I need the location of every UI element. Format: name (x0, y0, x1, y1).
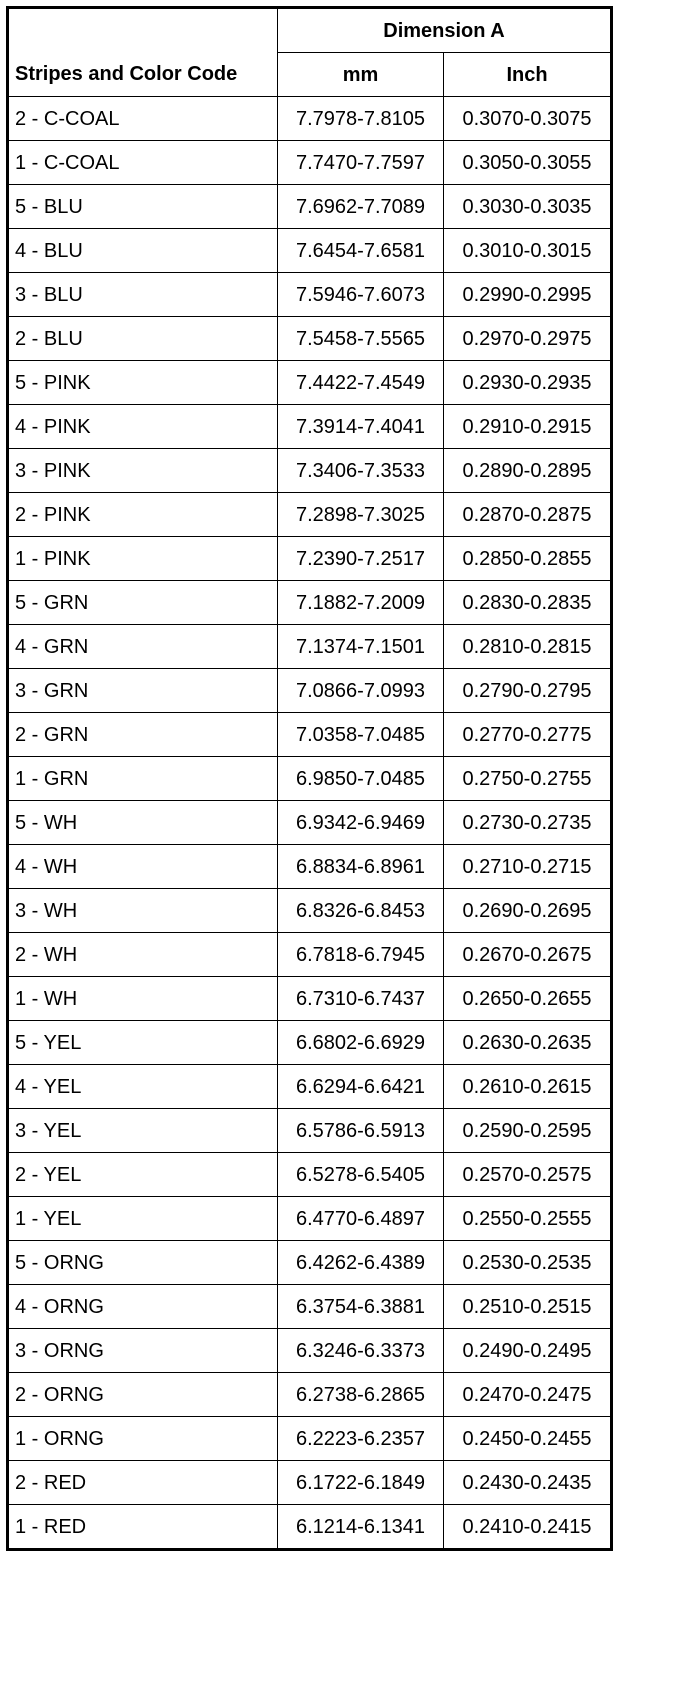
dimension-inch-cell: 0.2490-0.2495 (444, 1329, 612, 1373)
dimension-inch-cell: 0.2890-0.2895 (444, 449, 612, 493)
dimension-inch-cell: 0.3010-0.3015 (444, 229, 612, 273)
table-row (8, 977, 612, 1021)
table-body (8, 97, 612, 1550)
stripes-color-code-cell: 1 - WH (8, 977, 278, 1021)
dimension-inch-cell: 0.2690-0.2695 (444, 889, 612, 933)
stripes-color-code-cell: 5 - GRN (8, 581, 278, 625)
stripes-color-code-cell: 3 - WH (8, 889, 278, 933)
dimension-inch-cell: 0.2610-0.2615 (444, 1065, 612, 1109)
dimension-inch-cell: 0.2790-0.2795 (444, 669, 612, 713)
stripes-color-code-cell: 2 - ORNG (8, 1373, 278, 1417)
dimension-mm-cell: 6.9850-7.0485 (278, 757, 444, 801)
dimension-mm-cell: 7.5946-7.6073 (278, 273, 444, 317)
table-row (8, 405, 612, 449)
stripes-color-code-cell: 5 - YEL (8, 1021, 278, 1065)
table-row (8, 713, 612, 757)
stripes-color-code-cell: 4 - PINK (8, 405, 278, 449)
stripes-color-code-cell: 1 - PINK (8, 537, 278, 581)
table-row (8, 361, 612, 405)
stripes-color-code-cell: 4 - WH (8, 845, 278, 889)
dimension-mm-cell: 6.2738-6.2865 (278, 1373, 444, 1417)
table-row (8, 581, 612, 625)
dimension-mm-cell: 7.0358-7.0485 (278, 713, 444, 757)
header-dimension-a: Dimension A (278, 8, 612, 53)
table-row (8, 1197, 612, 1241)
table-header (8, 8, 612, 97)
table-row (8, 97, 612, 141)
table-row (8, 1065, 612, 1109)
dimension-inch-cell: 0.2770-0.2775 (444, 713, 612, 757)
table-row (8, 1021, 612, 1065)
table-row (8, 757, 612, 801)
header-mm: mm (278, 53, 444, 97)
dimension-inch-cell: 0.2550-0.2555 (444, 1197, 612, 1241)
header-inch: Inch (444, 53, 612, 97)
stripes-color-code-cell: 3 - BLU (8, 273, 278, 317)
dimension-inch-cell: 0.2450-0.2455 (444, 1417, 612, 1461)
dimension-inch-cell: 0.2730-0.2735 (444, 801, 612, 845)
table-row (8, 801, 612, 845)
dimension-mm-cell: 7.3406-7.3533 (278, 449, 444, 493)
dimension-mm-cell: 7.2898-7.3025 (278, 493, 444, 537)
stripes-color-code-cell: 4 - GRN (8, 625, 278, 669)
dimension-inch-cell: 0.2910-0.2915 (444, 405, 612, 449)
header-stripes-color-code: Stripes and Color Code (8, 8, 278, 97)
dimension-inch-cell: 0.2430-0.2435 (444, 1461, 612, 1505)
dimension-mm-cell: 7.0866-7.0993 (278, 669, 444, 713)
table-row (8, 229, 612, 273)
table-row (8, 1417, 612, 1461)
header-row-group (8, 8, 612, 53)
table-row (8, 1505, 612, 1550)
dimension-inch-cell: 0.2530-0.2535 (444, 1241, 612, 1285)
table-row (8, 537, 612, 581)
dimension-inch-cell: 0.2810-0.2815 (444, 625, 612, 669)
table-row (8, 933, 612, 977)
dimension-inch-cell: 0.3050-0.3055 (444, 141, 612, 185)
stripes-dimension-table (6, 6, 613, 1551)
table-row (8, 273, 612, 317)
stripes-color-code-cell: 1 - C-COAL (8, 141, 278, 185)
dimension-inch-cell: 0.2930-0.2935 (444, 361, 612, 405)
table-row (8, 1285, 612, 1329)
dimension-mm-cell: 7.6962-7.7089 (278, 185, 444, 229)
dimension-inch-cell: 0.2830-0.2835 (444, 581, 612, 625)
dimension-mm-cell: 6.7818-6.7945 (278, 933, 444, 977)
dimension-mm-cell: 6.3246-6.3373 (278, 1329, 444, 1373)
dimension-inch-cell: 0.2570-0.2575 (444, 1153, 612, 1197)
table-row (8, 449, 612, 493)
table-row (8, 317, 612, 361)
stripes-color-code-cell: 4 - YEL (8, 1065, 278, 1109)
table-row (8, 493, 612, 537)
dimension-mm-cell: 7.3914-7.4041 (278, 405, 444, 449)
dimension-table-container (6, 6, 610, 1551)
dimension-inch-cell: 0.2630-0.2635 (444, 1021, 612, 1065)
table-row (8, 185, 612, 229)
dimension-mm-cell: 7.1882-7.2009 (278, 581, 444, 625)
dimension-inch-cell: 0.2710-0.2715 (444, 845, 612, 889)
stripes-color-code-cell: 1 - ORNG (8, 1417, 278, 1461)
stripes-color-code-cell: 1 - GRN (8, 757, 278, 801)
dimension-mm-cell: 7.2390-7.2517 (278, 537, 444, 581)
table-row (8, 889, 612, 933)
table-row (8, 1329, 612, 1373)
stripes-color-code-cell: 2 - PINK (8, 493, 278, 537)
stripes-color-code-cell: 3 - GRN (8, 669, 278, 713)
dimension-inch-cell: 0.2990-0.2995 (444, 273, 612, 317)
dimension-inch-cell: 0.3030-0.3035 (444, 185, 612, 229)
dimension-mm-cell: 7.6454-7.6581 (278, 229, 444, 273)
stripes-color-code-cell: 3 - PINK (8, 449, 278, 493)
stripes-color-code-cell: 3 - YEL (8, 1109, 278, 1153)
dimension-mm-cell: 7.7978-7.8105 (278, 97, 444, 141)
dimension-mm-cell: 7.1374-7.1501 (278, 625, 444, 669)
stripes-color-code-cell: 5 - ORNG (8, 1241, 278, 1285)
stripes-color-code-cell: 5 - WH (8, 801, 278, 845)
stripes-color-code-cell: 5 - BLU (8, 185, 278, 229)
dimension-mm-cell: 6.5786-6.5913 (278, 1109, 444, 1153)
stripes-color-code-cell: 4 - ORNG (8, 1285, 278, 1329)
stripes-color-code-cell: 4 - BLU (8, 229, 278, 273)
dimension-mm-cell: 7.5458-7.5565 (278, 317, 444, 361)
dimension-inch-cell: 0.2650-0.2655 (444, 977, 612, 1021)
stripes-color-code-cell: 5 - PINK (8, 361, 278, 405)
dimension-mm-cell: 6.6294-6.6421 (278, 1065, 444, 1109)
dimension-inch-cell: 0.2510-0.2515 (444, 1285, 612, 1329)
dimension-inch-cell: 0.2470-0.2475 (444, 1373, 612, 1417)
dimension-inch-cell: 0.2970-0.2975 (444, 317, 612, 361)
dimension-mm-cell: 6.7310-6.7437 (278, 977, 444, 1021)
dimension-mm-cell: 6.1214-6.1341 (278, 1505, 444, 1550)
dimension-mm-cell: 7.7470-7.7597 (278, 141, 444, 185)
stripes-color-code-cell: 1 - RED (8, 1505, 278, 1550)
dimension-inch-cell: 0.2850-0.2855 (444, 537, 612, 581)
table-row (8, 1373, 612, 1417)
dimension-mm-cell: 6.4770-6.4897 (278, 1197, 444, 1241)
table-row (8, 845, 612, 889)
stripes-color-code-cell: 2 - GRN (8, 713, 278, 757)
dimension-mm-cell: 6.1722-6.1849 (278, 1461, 444, 1505)
dimension-mm-cell: 6.6802-6.6929 (278, 1021, 444, 1065)
table-row (8, 1153, 612, 1197)
dimension-mm-cell: 6.4262-6.4389 (278, 1241, 444, 1285)
table-row (8, 1461, 612, 1505)
table-row (8, 1241, 612, 1285)
stripes-color-code-cell: 1 - YEL (8, 1197, 278, 1241)
dimension-mm-cell: 6.9342-6.9469 (278, 801, 444, 845)
table-row (8, 625, 612, 669)
dimension-inch-cell: 0.2870-0.2875 (444, 493, 612, 537)
stripes-color-code-cell: 2 - C-COAL (8, 97, 278, 141)
table-row (8, 141, 612, 185)
stripes-color-code-cell: 2 - BLU (8, 317, 278, 361)
dimension-inch-cell: 0.2410-0.2415 (444, 1505, 612, 1550)
dimension-mm-cell: 6.2223-6.2357 (278, 1417, 444, 1461)
dimension-inch-cell: 0.2750-0.2755 (444, 757, 612, 801)
dimension-mm-cell: 7.4422-7.4549 (278, 361, 444, 405)
stripes-color-code-cell: 3 - ORNG (8, 1329, 278, 1373)
table-row (8, 1109, 612, 1153)
stripes-color-code-cell: 2 - WH (8, 933, 278, 977)
dimension-mm-cell: 6.8326-6.8453 (278, 889, 444, 933)
table-row (8, 669, 612, 713)
dimension-mm-cell: 6.8834-6.8961 (278, 845, 444, 889)
dimension-mm-cell: 6.5278-6.5405 (278, 1153, 444, 1197)
stripes-color-code-cell: 2 - YEL (8, 1153, 278, 1197)
dimension-inch-cell: 0.2670-0.2675 (444, 933, 612, 977)
dimension-inch-cell: 0.3070-0.3075 (444, 97, 612, 141)
stripes-color-code-cell: 2 - RED (8, 1461, 278, 1505)
dimension-mm-cell: 6.3754-6.3881 (278, 1285, 444, 1329)
dimension-inch-cell: 0.2590-0.2595 (444, 1109, 612, 1153)
